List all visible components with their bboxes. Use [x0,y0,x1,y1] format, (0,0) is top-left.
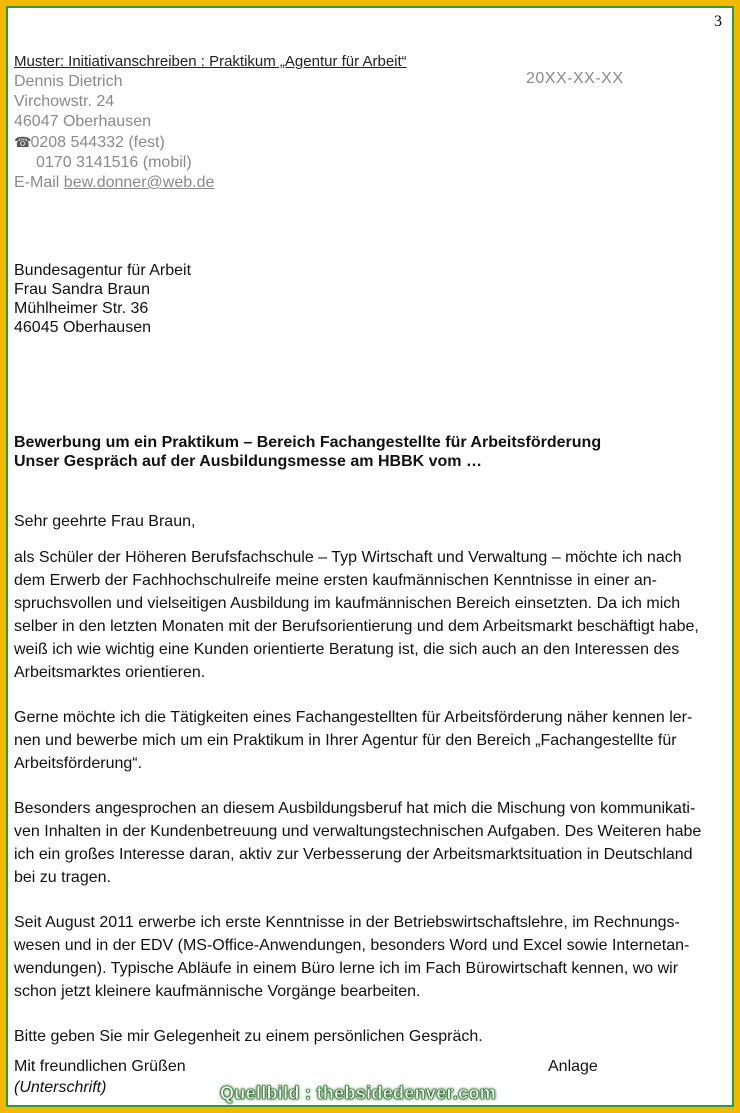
letter-body [14,510,728,1070]
subject-line-2: Unser Gespräch auf der Ausbildungsmesse am HBBK vom … [14,453,482,470]
source-watermark: Quellbild : thebsidedenver.com [220,1083,497,1103]
paragraph-line: nen und bewerbe mich um ein Praktikum in Ihrer Agentur für den Bereich „Fachangestellte für [14,732,677,749]
sender-block [14,52,407,193]
subject-line-1: Bewerbung um ein Praktikum – Bereich Fachangestellte für Arbeitsförderung [14,434,602,451]
body-paragraph [14,546,728,684]
paragraph-line: schon jetzt kleinere kaufmännische Vorgänge bearbeiten. [14,983,421,1000]
recipient-person: Frau Sandra Braun [14,281,151,298]
paragraph-line: spruchsvollen und vielseitigen Ausbildung im kaufmännischen Bereich einsetzten. Da ich mich [14,595,681,612]
paragraph-line: dem Erwerb der Fachhochschulreife meine ersten kaufmännischen Kenntnisse in einer an- [14,572,658,589]
sender-email-line [14,173,407,193]
paragraph-line: wendungen). Typische Abläufe in einem Büro lerne ich im Fach Bürowirtschaft kennen, wo wir [14,960,679,977]
paragraph-line: Arbeitsförderung“. [14,755,143,772]
paragraph-line: Gerne möchte ich die Tätigkeiten eines Fachangestellten für Arbeitsförderung näher kennen ler- [14,709,693,726]
body-paragraph [14,1025,728,1048]
subject-block [14,433,601,471]
sender-city: 46047 Oberhausen [14,113,151,130]
paragraph-line: ven Inhalten in der Kundenbetreuung und verwaltungstechnischen Aufgaben. Des Weiteren habe [14,823,702,840]
paragraph-line: als Schüler der Höheren Berufsfachschule – Typ Wirtschaft und Verwaltung – möchte ich nach [14,549,682,566]
sender-phone-landline: ☎ 0208 544332 (fest) [14,134,165,151]
telephone-icon: ☎ [14,134,32,150]
email-label: E-Mail [14,174,60,191]
paragraph-line: Seit August 2011 erwerbe ich erste Kenntnisse in der Betriebswirtschaftslehre, im Rechnungs- [14,914,680,931]
recipient-city: 46045 Oberhausen [14,319,151,336]
sender-street: Virchowstr. 24 [14,93,115,110]
closing: Mit freundlichen Grüßen [14,1058,186,1075]
body-paragraphs [14,546,728,1048]
recipient-org: Bundesagentur für Arbeit [14,262,192,279]
recipient-street: Mühlheimer Str. 36 [14,300,149,317]
letter-date: 20XX-XX-XX [526,70,624,87]
letter-heading: Muster: Initiativanschreiben : Praktikum „Agentur für Arbeit“ [14,53,407,70]
page-number: 3 [714,13,722,30]
paragraph-line: Besonders angesprochen an diesem Ausbildungsberuf hat mich die Mischung von kommunikati- [14,800,696,817]
sender-phone-mobile: 0170 3141516 (mobil) [36,154,192,171]
email-link[interactable]: bew.donner@web.de [63,174,215,191]
paragraph-line: ich ein großes Interesse daran, aktiv zur Verbesserung der Arbeitsmarktsituation in Deutschland [14,846,693,863]
paragraph-line: weiß ich wie wichtig eine Kunden orientierte Beratung ist, die sich auch an den Interessen des [14,641,680,658]
attachment-label: Anlage [548,1058,598,1075]
paragraph-line: wesen und in der EDV (MS-Office-Anwendungen, besonders Word und Excel sowie Internetan- [14,937,690,954]
paragraph-line: Arbeitsmarktes orientieren. [14,664,206,681]
body-paragraph [14,797,728,889]
letter-page [8,8,732,1105]
paragraph-line: Bitte geben Sie mir Gelegenheit zu einem persönlichen Gespräch. [14,1028,483,1045]
salutation: Sehr geehrte Frau Braun, [14,513,196,530]
paragraph-line: bei zu tragen. [14,869,111,886]
signature: (Unterschrift) [14,1079,107,1096]
sender-name: Dennis Dietrich [14,73,123,90]
recipient-block [14,261,191,337]
body-paragraph [14,911,728,1003]
body-paragraph [14,706,728,775]
paragraph-line: selber in den letzten Monaten mit der Berufsorientierung und dem Arbeitsmarkt beschäftigt habe, [14,618,699,635]
